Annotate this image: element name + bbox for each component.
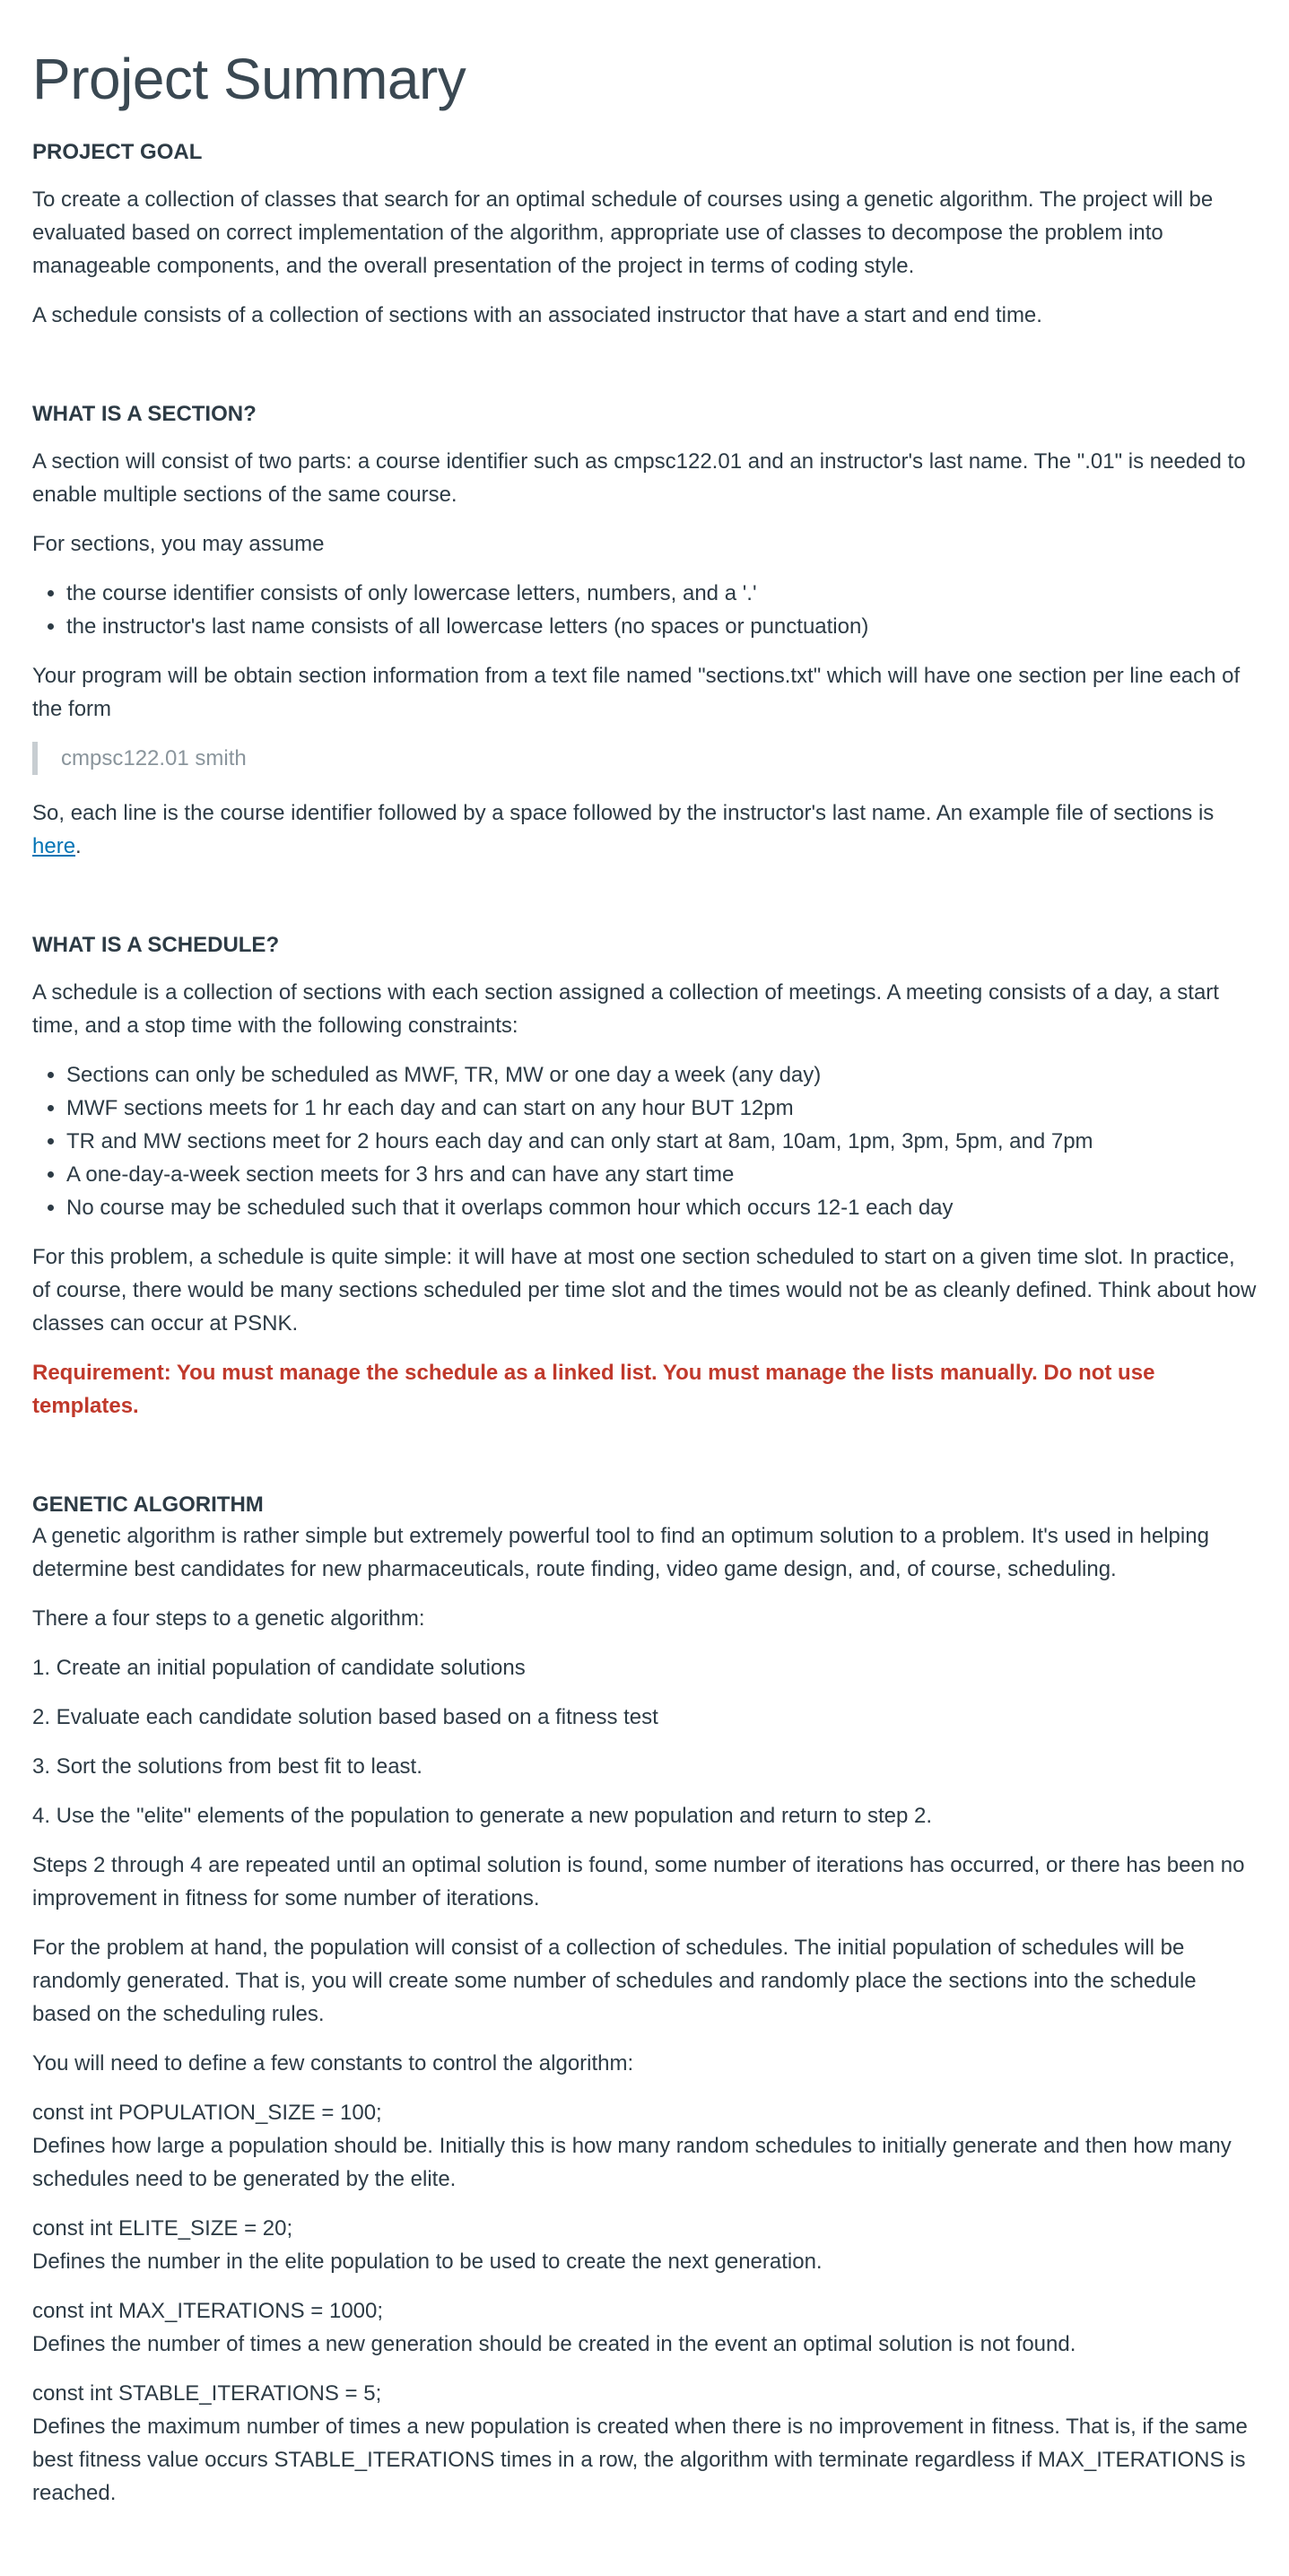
page-title: Project Summary xyxy=(32,47,466,111)
schedule-heading: WHAT IS A SCHEDULE? xyxy=(32,933,280,957)
constant-code: const int STABLE_ITERATIONS = 5; xyxy=(32,2381,382,2406)
constant-elite-size xyxy=(32,2212,1257,2278)
list-item: • TR and MW sections meet for 2 hours each day and can only start at 8am, 10am, 1pm, 3pm, 5pm, and 7pm xyxy=(66,1125,1257,1158)
example-file-link[interactable]: here xyxy=(32,834,76,858)
goal-heading: PROJECT GOAL xyxy=(32,140,203,164)
linked-list-requirement: Requirement: You must manage the schedule as a linked list. You must manage the lists manually. Do not use templates. xyxy=(32,1361,1155,1418)
list-item: • A one-day-a-week section meets for 3 hrs and can have any start time xyxy=(66,1158,1257,1191)
goal-paragraph-2: A schedule consists of a collection of sections with an associated instructor that have a start and end time. xyxy=(32,303,1042,327)
list-item: • No course may be scheduled such that it overlaps common hour which occurs 12-1 each day xyxy=(66,1191,1257,1224)
constant-code: const int MAX_ITERATIONS = 1000; xyxy=(32,2299,384,2323)
ga-paragraph-1: A genetic algorithm is rather simple but extremely powerful tool to find an optimum solution to a problem. It's used in helping determine best candidates for new pharmaceuticals, route finding, video game design, and, of course, scheduling. xyxy=(32,1524,1209,1581)
schedule-paragraph-1: A schedule is a collection of sections with each section assigned a collection of meetings. A meeting consists of a day, a start time, and a stop time with the following constraints: xyxy=(32,980,1219,1038)
spacer xyxy=(32,879,1257,931)
ga-step-1: 1. Create an initial population of candidate solutions xyxy=(32,1656,526,1680)
section-paragraph-2: For sections, you may assume xyxy=(32,532,325,556)
schedule-paragraph-2: For this problem, a schedule is quite simple: it will have at most one section scheduled to start on a given time slot. In practice, of course, there would be many sections scheduled per time slot and the times would not be as cleanly defined. Think about how classes can occur at PSNK. xyxy=(32,1245,1257,1336)
constant-description: Defines the number of times a new generation should be created in the event an optimal solution is not found. xyxy=(32,2332,1076,2356)
constant-description: Defines how large a population should be. Initially this is how many random schedules to initially generate and then how many schedules need to be generated by the elite. xyxy=(32,2134,1232,2191)
list-item: • Sections can only be scheduled as MWF, TR, MW or one day a week (any day) xyxy=(66,1058,1257,1092)
ga-heading: GENETIC ALGORITHM xyxy=(32,1493,264,1517)
ga-paragraph-3: Steps 2 through 4 are repeated until an optimal solution is found, some number of iterations has occurred, or there has been no improvement in fitness for some number of iterations. xyxy=(32,1853,1245,1910)
constant-code: const int POPULATION_SIZE = 100; xyxy=(32,2101,382,2125)
section-paragraph-4 xyxy=(32,796,1257,863)
list-item: • the course identifier consists of only lowercase letters, numbers, and a '.' xyxy=(66,577,1257,610)
section-paragraph-3: Your program will be obtain section information from a text file named "sections.txt" which will have one section per line each of the form xyxy=(32,664,1241,721)
list-item: • the instructor's last name consists of all lowercase letters (no spaces or punctuation) xyxy=(66,610,1257,643)
spacer xyxy=(32,1439,1257,1491)
spacer xyxy=(32,348,1257,400)
constant-max-iterations xyxy=(32,2294,1257,2361)
section-paragraph-4-text: So, each line is the course identifier followed by a space followed by the instructor's last name. An example file of sections is xyxy=(32,801,1215,825)
goal-paragraph-1: To create a collection of classes that search for an optimal schedule of courses using a genetic algorithm. The project will be evaluated based on correct implementation of the algorithm, appropriate use of classes to decompose the problem into manageable components, and the overall presentation of the project in terms of coding style. xyxy=(32,187,1214,278)
ga-paragraph-2: There a four steps to a genetic algorithm: xyxy=(32,1606,425,1631)
ga-paragraph-4: For the problem at hand, the population will consist of a collection of schedules. The initial population of schedules will be randomly generated. That is, you will create some number of schedules and randomly place the sections into the schedule based on the scheduling rules. xyxy=(32,1936,1197,2026)
constant-population-size xyxy=(32,2096,1257,2196)
ga-step-4: 4. Use the "elite" elements of the population to generate a new population and return to step 2. xyxy=(32,1804,933,1828)
ga-step-2: 2. Evaluate each candidate solution based based on a fitness test xyxy=(32,1705,658,1729)
schedule-constraints-list xyxy=(32,1058,1257,1224)
section-example-quote: cmpsc122.01 smith xyxy=(32,742,1257,775)
list-item: • MWF sections meets for 1 hr each day and can start on any hour BUT 12pm xyxy=(66,1092,1257,1125)
section-paragraph-4-end: . xyxy=(75,834,82,858)
section-paragraph-1: A section will consist of two parts: a course identifier such as cmpsc122.01 and an instructor's last name. The ".01" is needed to enable multiple sections of the same course. xyxy=(32,449,1246,507)
constant-description: Defines the maximum number of times a new population is created when there is no improvement in fitness. That is, if the same best fitness value occurs STABLE_ITERATIONS times in a row, the algorithm with terminate regardless if MAX_ITERATIONS is reached. xyxy=(32,2415,1248,2505)
constant-code: const int ELITE_SIZE = 20; xyxy=(32,2216,293,2241)
ga-paragraph-5: You will need to define a few constants to control the algorithm: xyxy=(32,2051,634,2076)
constant-stable-iterations xyxy=(32,2377,1257,2510)
section-heading: WHAT IS A SECTION? xyxy=(32,402,257,426)
section-assumptions-list xyxy=(32,577,1257,643)
constant-description: Defines the number in the elite population to be used to create the next generation. xyxy=(32,2250,823,2274)
ga-step-3: 3. Sort the solutions from best fit to least. xyxy=(32,1754,422,1779)
